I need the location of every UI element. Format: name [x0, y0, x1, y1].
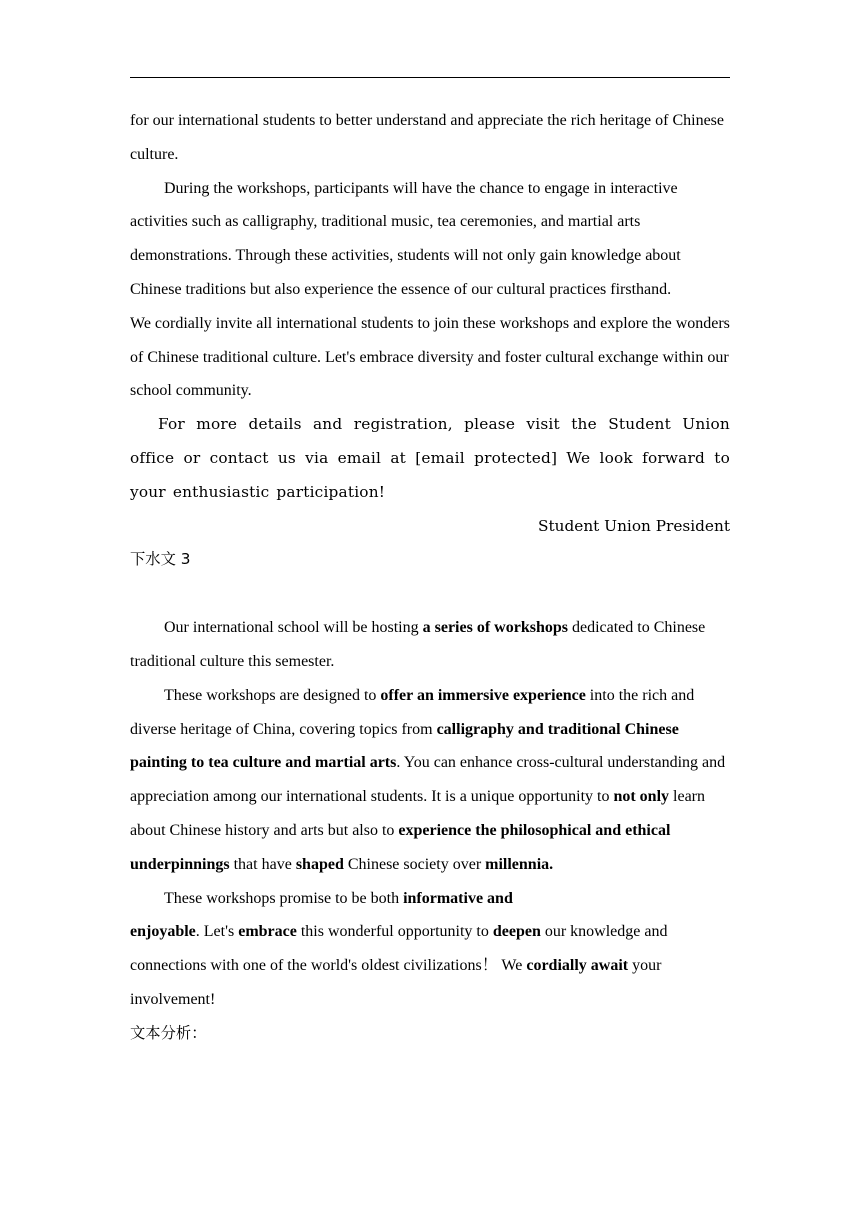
document-body	[130, 104, 730, 1051]
emphasis-phrase: enjoyable	[130, 923, 196, 941]
analysis-heading: 文本分析：	[130, 1023, 207, 1042]
text-run: into the rich and diverse heritage of China, covering topics from	[130, 686, 695, 738]
emphasis-phrase: not only	[613, 788, 670, 806]
emphasis-phrase: experience the philosophical and ethical underpinnings	[130, 821, 671, 873]
section-heading-3: 下水文 3	[130, 550, 191, 569]
text-run: . You can enhance cross-cultural understanding and appreciation among our international students. It is a unique opportunity to	[130, 754, 726, 806]
emphasis-phrase: informative and	[403, 889, 513, 907]
text1-paragraph-1: for our international students to better understand and appreciate the rich heritage of Chinese culture.	[130, 112, 725, 163]
signature: Student Union President	[538, 516, 730, 535]
text1-paragraph-2: During the workshops, participants will have the chance to engage in interactive activities such as calligraphy, traditional music, tea ceremonies, and martial arts demonstrations. Through these activities, students will not only gain knowledge about Chinese traditions but also experience the essence of our cultural practices firsthand.	[130, 179, 681, 298]
emphasis-phrase: millennia.	[485, 855, 554, 873]
text-run: our knowledge and connections with one of the world's oldest civilizations！ We	[130, 923, 668, 975]
text1-paragraph-4: For more details and registration, please visit the Student Union office or contact us via email at [email protected] We look forward to your enthusiastic participation!	[130, 415, 730, 501]
text-run: that have	[229, 855, 296, 873]
emphasis-phrase: offer an immersive experience	[380, 686, 586, 704]
text-run: learn about Chinese history and arts but also to	[130, 788, 706, 839]
header-rule	[130, 77, 730, 78]
text-run: your involvement!	[130, 957, 662, 1008]
text-run: Our international school will be hosting	[164, 619, 423, 637]
text-run: Chinese society over	[343, 855, 486, 873]
emphasis-phrase: deepen	[492, 923, 541, 941]
text-run: These workshops promise to be both	[164, 889, 404, 907]
text-run: These workshops are designed to	[164, 686, 381, 704]
emphasis-phrase: cordially await	[526, 957, 629, 975]
text3-paragraph-2	[130, 679, 730, 882]
emphasis-phrase: shaped	[295, 855, 344, 873]
emphasis-phrase: a series of workshops	[422, 619, 568, 637]
emphasis-phrase: embrace	[238, 923, 297, 941]
text-run: . Let's	[195, 923, 239, 941]
text-run: dedicated to Chinese traditional culture this semester.	[130, 619, 706, 670]
text1-paragraph-3: We cordially invite all international students to join these workshops and explore the wonders of Chinese traditional culture. Let's embrace diversity and foster cultural exchange within our school community.	[130, 314, 730, 400]
section-spacer	[130, 577, 730, 611]
text3-paragraph-3-line-1	[130, 882, 730, 916]
emphasis-phrase: calligraphy and traditional Chinese painting to tea culture and martial arts	[130, 720, 679, 772]
text3-paragraph-1	[130, 611, 730, 679]
text3-paragraph-3-rest	[130, 915, 730, 1016]
text-run: this wonderful opportunity to	[296, 923, 493, 941]
